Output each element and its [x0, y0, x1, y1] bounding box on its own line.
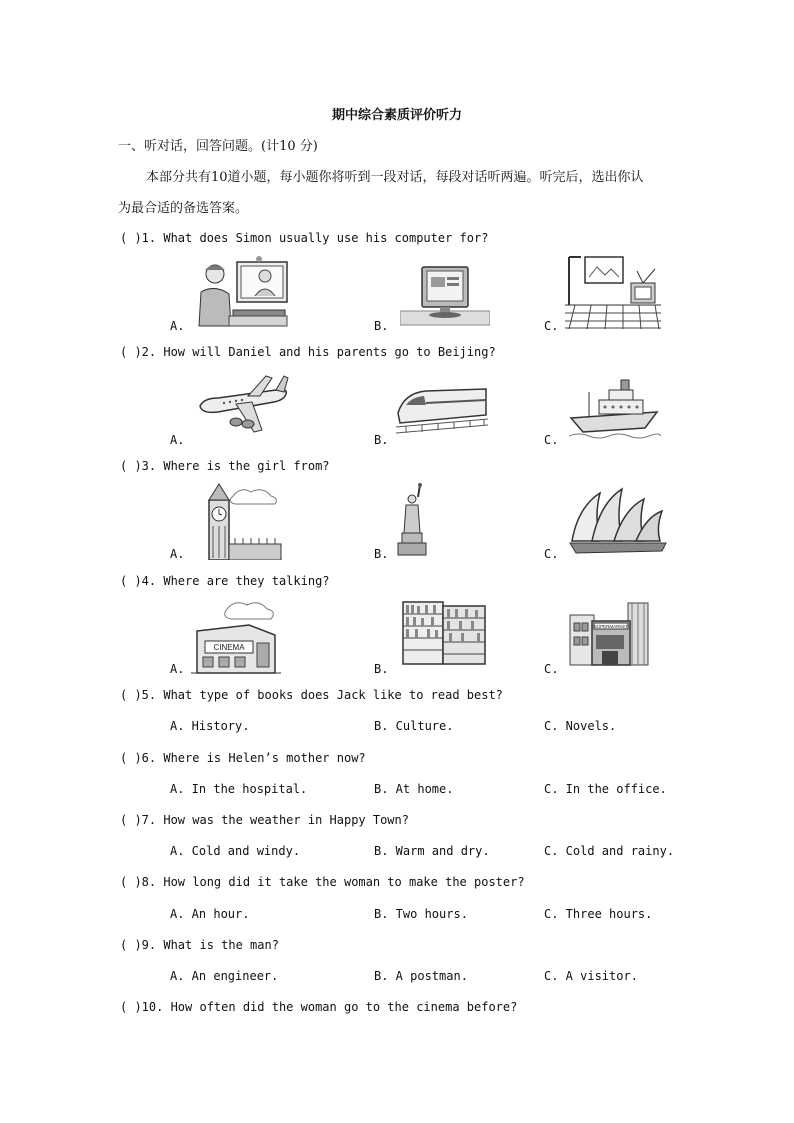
sydney-opera-house-image: [566, 485, 670, 555]
q6-option-c[interactable]: C. In the office.: [544, 782, 667, 796]
computer-monitor-image: [400, 263, 490, 327]
supermarket-image: [568, 601, 650, 667]
question-stem-1: ( )1. What does Simon usually use his computer for?: [120, 231, 489, 245]
video-chat-image: [195, 256, 289, 328]
q1-option-c[interactable]: C.: [544, 319, 559, 333]
q2-option-b[interactable]: B.: [374, 433, 389, 447]
q3-option-a[interactable]: A.: [170, 547, 185, 561]
q8-option-c[interactable]: C. Three hours.: [544, 907, 653, 921]
question-stem-2: ( )2. How will Daniel and his parents go to Beijing?: [120, 345, 496, 359]
section-instruction-line1: 本部分共有10道小题，每小题你将听到一段对话，每段对话听两遍。听完后，选出你认: [146, 170, 644, 185]
library-bookshelves-image: [401, 600, 487, 666]
q8-option-a[interactable]: A. An hour.: [170, 907, 250, 921]
question-stem-8: ( )8. How long did it take the woman to make the poster?: [120, 875, 525, 889]
statue-of-liberty-image: [396, 483, 432, 557]
q7-option-a[interactable]: A. Cold and windy.: [170, 844, 301, 858]
q9-option-b[interactable]: B. A postman.: [374, 969, 468, 983]
question-stem-7: ( )7. How was the weather in Happy Town?: [120, 813, 409, 827]
q2-option-a[interactable]: A.: [170, 433, 185, 447]
room-with-tv-image: [565, 255, 661, 329]
q2-option-c[interactable]: C.: [544, 433, 559, 447]
q6-option-a[interactable]: A. In the hospital.: [170, 782, 308, 796]
q4-option-a[interactable]: A.: [170, 662, 185, 676]
q5-option-c[interactable]: C. Novels.: [544, 719, 617, 733]
airplane-image: [196, 372, 290, 434]
question-stem-9: ( )9. What is the man?: [120, 938, 279, 952]
q5-option-a[interactable]: A. History.: [170, 719, 250, 733]
q5-option-b[interactable]: B. Culture.: [374, 719, 454, 733]
question-stem-5: ( )5. What type of books does Jack like to read best?: [120, 688, 503, 702]
section-instruction-line2: 为最合适的备选答案。: [118, 201, 249, 216]
q8-option-b[interactable]: B. Two hours.: [374, 907, 468, 921]
q7-option-b[interactable]: B. Warm and dry.: [374, 844, 490, 858]
q1-option-a[interactable]: A.: [170, 319, 185, 333]
q6-option-b[interactable]: B. At home.: [374, 782, 454, 796]
big-ben-image: [193, 482, 283, 560]
q9-option-a[interactable]: A. An engineer.: [170, 969, 279, 983]
section-heading: 一、听对话，回答问题。(计10 分): [118, 139, 318, 154]
q4-option-b[interactable]: B.: [374, 662, 389, 676]
q3-option-b[interactable]: B.: [374, 547, 389, 561]
supermarket-sign-text: SUPERMARKET: [593, 624, 629, 629]
ship-image: [569, 372, 661, 440]
q4-option-c[interactable]: C.: [544, 662, 559, 676]
cinema-sign-text: CINEMA: [213, 643, 245, 652]
q1-option-b[interactable]: B.: [374, 319, 389, 333]
question-stem-4: ( )4. Where are they talking?: [120, 574, 330, 588]
page-title: 期中综合素质评价听力: [331, 108, 462, 123]
cinema-image: [191, 597, 281, 675]
question-stem-10: ( )10. How often did the woman go to the cinema before?: [120, 1000, 518, 1014]
q9-option-c[interactable]: C. A visitor.: [544, 969, 638, 983]
q3-option-c[interactable]: C.: [544, 547, 559, 561]
high-speed-train-image: [396, 383, 488, 435]
question-stem-6: ( )6. Where is Helen’s mother now?: [120, 751, 366, 765]
question-stem-3: ( )3. Where is the girl from?: [120, 459, 330, 473]
q7-option-c[interactable]: C. Cold and rainy.: [544, 844, 675, 858]
